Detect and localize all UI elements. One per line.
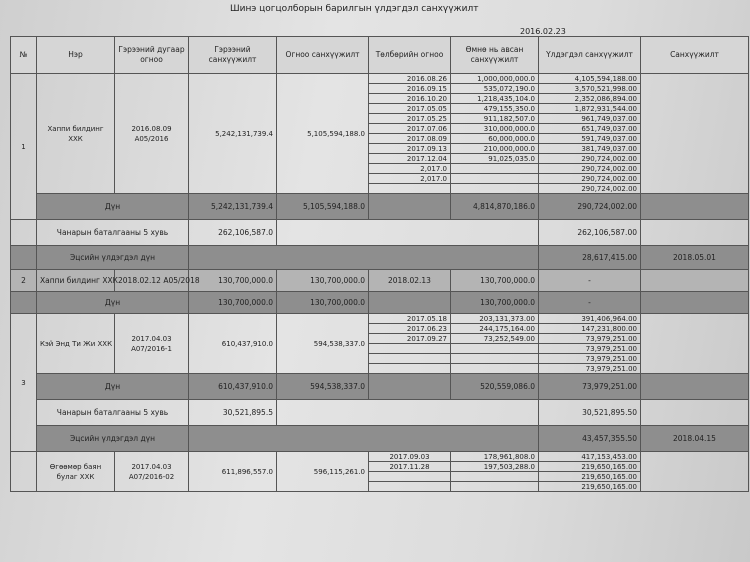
prev-received bbox=[451, 364, 539, 374]
table-cell bbox=[641, 374, 749, 400]
table-row bbox=[11, 270, 749, 292]
table-cell bbox=[11, 220, 37, 246]
prev-received: 210,000,000.0 bbox=[451, 144, 539, 154]
total-remaining: 290,724,002.00 bbox=[539, 194, 641, 220]
group-number: 3 bbox=[11, 314, 37, 452]
payment-date bbox=[369, 184, 451, 194]
table-row bbox=[11, 194, 749, 220]
total-remaining: - bbox=[539, 292, 641, 314]
total-approved: 130,700,000.0 bbox=[277, 292, 369, 314]
company-name: Хаппи билдинг ХХК bbox=[37, 270, 115, 292]
table-cell bbox=[369, 374, 451, 400]
table-row bbox=[11, 246, 749, 270]
payment-date: 2017.09.03 bbox=[369, 452, 451, 462]
payment-date: 2016.10.20 bbox=[369, 94, 451, 104]
payment-date: 2017.12.04 bbox=[369, 154, 451, 164]
prev-received: 310,000,000.0 bbox=[451, 124, 539, 134]
prev-received bbox=[451, 344, 539, 354]
total-label: Дүн bbox=[37, 194, 189, 220]
contract-number: 2017.04.03 А07/2016-02 bbox=[115, 452, 189, 492]
remaining-amount: 3,570,521,998.00 bbox=[539, 84, 641, 94]
total-contract: 130,700,000.0 bbox=[189, 292, 277, 314]
table-cell bbox=[189, 246, 539, 270]
company-name: Кэй Энд Ти Жи ХХК bbox=[37, 314, 115, 374]
remaining-amount: 73,979,251.00 bbox=[539, 344, 641, 354]
approved-amount: 5,105,594,188.0 bbox=[277, 74, 369, 194]
remaining-amount: 591,749,037.00 bbox=[539, 134, 641, 144]
remaining-amount: 417,153,453.00 bbox=[539, 452, 641, 462]
remaining-amount: 73,979,251.00 bbox=[539, 334, 641, 344]
prev-received: 73,252,549.00 bbox=[451, 334, 539, 344]
document-title: Шинэ цогцолборын барилгын үлдэгдэл санхүүжилт bbox=[230, 4, 479, 14]
remaining-amount: 391,406,964.00 bbox=[539, 314, 641, 324]
prev-received bbox=[451, 472, 539, 482]
remaining-amount: 290,724,002.00 bbox=[539, 184, 641, 194]
prev-received: 91,025,035.0 bbox=[451, 154, 539, 164]
table-cell bbox=[641, 452, 749, 492]
table-cell bbox=[641, 292, 749, 314]
remaining-amount: 73,979,251.00 bbox=[539, 354, 641, 364]
contract-amount: 5,242,131,739.4 bbox=[189, 74, 277, 194]
payment-date bbox=[369, 364, 451, 374]
table-row bbox=[11, 400, 749, 426]
prev-received bbox=[451, 164, 539, 174]
payment-date bbox=[369, 354, 451, 364]
funding-table bbox=[10, 36, 749, 492]
prev-received: 911,182,507.0 bbox=[451, 114, 539, 124]
payment-date: 2017.09.13 bbox=[369, 144, 451, 154]
funding-cell bbox=[641, 314, 749, 374]
final-date: 2018.05.01 bbox=[641, 246, 749, 270]
remaining-amount: 381,749,037.00 bbox=[539, 144, 641, 154]
prev-received: 203,131,373.00 bbox=[451, 314, 539, 324]
table-row bbox=[11, 374, 749, 400]
table-cell bbox=[641, 220, 749, 246]
guarantee-label: Чанарын баталгааны 5 хувь bbox=[37, 400, 189, 426]
prev-received bbox=[451, 482, 539, 492]
total-contract: 5,242,131,739.4 bbox=[189, 194, 277, 220]
table-row bbox=[11, 426, 749, 452]
payment-date bbox=[369, 482, 451, 492]
table-row bbox=[11, 292, 749, 314]
total-prev: 130,700,000.0 bbox=[451, 292, 539, 314]
table-cell bbox=[369, 292, 451, 314]
table-cell bbox=[189, 426, 539, 452]
prev-received bbox=[451, 184, 539, 194]
final-remaining: 43,457,355.50 bbox=[539, 426, 641, 452]
payment-date: 2017.11.28 bbox=[369, 462, 451, 472]
payment-date: 2017.05.25 bbox=[369, 114, 451, 124]
header-paid-date: Төлбөрийн огноо bbox=[369, 37, 451, 74]
final-label: Эцсийн үлдэгдэл дүн bbox=[37, 246, 189, 270]
remaining-amount: 147,231,800.00 bbox=[539, 324, 641, 334]
payment-date: 2017.06.23 bbox=[369, 324, 451, 334]
payment-date: 2017.08.09 bbox=[369, 134, 451, 144]
table-cell bbox=[641, 400, 749, 426]
table-row bbox=[11, 220, 749, 246]
payment-date: 2017.09.27 bbox=[369, 334, 451, 344]
total-prev: 4,814,870,186.0 bbox=[451, 194, 539, 220]
total-contract: 610,437,910.0 bbox=[189, 374, 277, 400]
table-cell bbox=[641, 194, 749, 220]
payment-date: 2017.05.18 bbox=[369, 314, 451, 324]
header-funding: Санхүүжилт bbox=[641, 37, 749, 74]
guarantee-remaining: 30,521,895.50 bbox=[539, 400, 641, 426]
prev-received: 1,000,000,000.0 bbox=[451, 74, 539, 84]
prev-received bbox=[451, 354, 539, 364]
payment-date: 2017.07.06 bbox=[369, 124, 451, 134]
approved-amount: 596,115,261.0 bbox=[277, 452, 369, 492]
header-contract-amount: Гэрээний санхүүжилт bbox=[189, 37, 277, 74]
contract-number: 2018.02.12 А05/2018 bbox=[115, 270, 189, 292]
guarantee-amount: 262,106,587.0 bbox=[189, 220, 277, 246]
prev-received: 535,072,190.0 bbox=[451, 84, 539, 94]
payment-date bbox=[369, 472, 451, 482]
remaining-amount: 290,724,002.00 bbox=[539, 174, 641, 184]
prev-received: 130,700,000.0 bbox=[451, 270, 539, 292]
payment-date bbox=[369, 344, 451, 354]
remaining-amount: 219,650,165.00 bbox=[539, 462, 641, 472]
header-contract-no: Гэрээний дугаар огноо bbox=[115, 37, 189, 74]
prev-received bbox=[451, 174, 539, 184]
contract-amount: 610,437,910.0 bbox=[189, 314, 277, 374]
prev-received: 60,000,000.0 bbox=[451, 134, 539, 144]
table-cell bbox=[369, 194, 451, 220]
contract-amount: 611,896,557.0 bbox=[189, 452, 277, 492]
table-body bbox=[11, 74, 749, 492]
payment-date: 2,017.0 bbox=[369, 164, 451, 174]
header-name: Нэр bbox=[37, 37, 115, 74]
final-label: Эцсийн үлдэгдэл дүн bbox=[37, 426, 189, 452]
final-date: 2018.04.15 bbox=[641, 426, 749, 452]
table-row bbox=[11, 314, 749, 324]
guarantee-remaining: 262,106,587.00 bbox=[539, 220, 641, 246]
table-cell bbox=[277, 400, 539, 426]
header-approved: Огноо санхүүжилт bbox=[277, 37, 369, 74]
header-prev-received: Өмнө нь авсан санхүүжилт bbox=[451, 37, 539, 74]
remaining-amount: 219,650,165.00 bbox=[539, 472, 641, 482]
remaining-amount: 1,872,931,544.00 bbox=[539, 104, 641, 114]
document-date: 2016.02.23 bbox=[520, 27, 566, 36]
header-row bbox=[11, 37, 749, 74]
table-cell bbox=[641, 270, 749, 292]
guarantee-label: Чанарын баталгааны 5 хувь bbox=[37, 220, 189, 246]
total-prev: 520,559,086.0 bbox=[451, 374, 539, 400]
header-num: № bbox=[11, 37, 37, 74]
total-approved: 594,538,337.0 bbox=[277, 374, 369, 400]
approved-amount: 130,700,000.0 bbox=[277, 270, 369, 292]
remaining-amount: 651,749,037.00 bbox=[539, 124, 641, 134]
total-remaining: 73,979,251.00 bbox=[539, 374, 641, 400]
total-label: Дүн bbox=[37, 374, 189, 400]
contract-number: 2016.08.09 А05/2016 bbox=[115, 74, 189, 194]
payment-date: 2016.08.26 bbox=[369, 74, 451, 84]
table-cell bbox=[11, 292, 37, 314]
prev-received: 1,218,435,104.0 bbox=[451, 94, 539, 104]
remaining-amount: 290,724,002.00 bbox=[539, 154, 641, 164]
contract-number: 2017.04.03 А07/2016-1 bbox=[115, 314, 189, 374]
group-number: 1 bbox=[11, 74, 37, 220]
table-row bbox=[11, 74, 749, 84]
total-label: Дүн bbox=[37, 292, 189, 314]
funding-cell bbox=[641, 74, 749, 194]
remaining-amount: 4,105,594,188.00 bbox=[539, 74, 641, 84]
prev-received: 244,175,164.00 bbox=[451, 324, 539, 334]
prev-received: 178,961,808.0 bbox=[451, 452, 539, 462]
payment-date: 2016.09.15 bbox=[369, 84, 451, 94]
payment-date: 2018.02.13 bbox=[369, 270, 451, 292]
table-cell bbox=[11, 246, 37, 270]
table-cell bbox=[277, 220, 539, 246]
header-remaining: Үлдэгдэл санхүүжилт bbox=[539, 37, 641, 74]
approved-amount: 594,538,337.0 bbox=[277, 314, 369, 374]
contract-amount: 130,700,000.0 bbox=[189, 270, 277, 292]
final-remaining: 28,617,415.00 bbox=[539, 246, 641, 270]
group-number: 2 bbox=[11, 270, 37, 292]
table-row bbox=[11, 452, 749, 462]
payment-date: 2,017.0 bbox=[369, 174, 451, 184]
remaining-amount: 73,979,251.00 bbox=[539, 364, 641, 374]
total-approved: 5,105,594,188.0 bbox=[277, 194, 369, 220]
company-name: Хаппи билдинг ХХК bbox=[37, 74, 115, 194]
payment-date: 2017.05.05 bbox=[369, 104, 451, 114]
remaining-amount: 219,650,165.00 bbox=[539, 482, 641, 492]
remaining-amount: 290,724,002.00 bbox=[539, 164, 641, 174]
prev-received: 197,503,288.0 bbox=[451, 462, 539, 472]
remaining-amount: - bbox=[539, 270, 641, 292]
prev-received: 479,155,350.0 bbox=[451, 104, 539, 114]
remaining-amount: 961,749,037.00 bbox=[539, 114, 641, 124]
guarantee-amount: 30,521,895.5 bbox=[189, 400, 277, 426]
remaining-amount: 2,352,086,894.00 bbox=[539, 94, 641, 104]
company-name: Өгөөмөр баян булаг ХХК bbox=[37, 452, 115, 492]
table-cell bbox=[11, 452, 37, 492]
